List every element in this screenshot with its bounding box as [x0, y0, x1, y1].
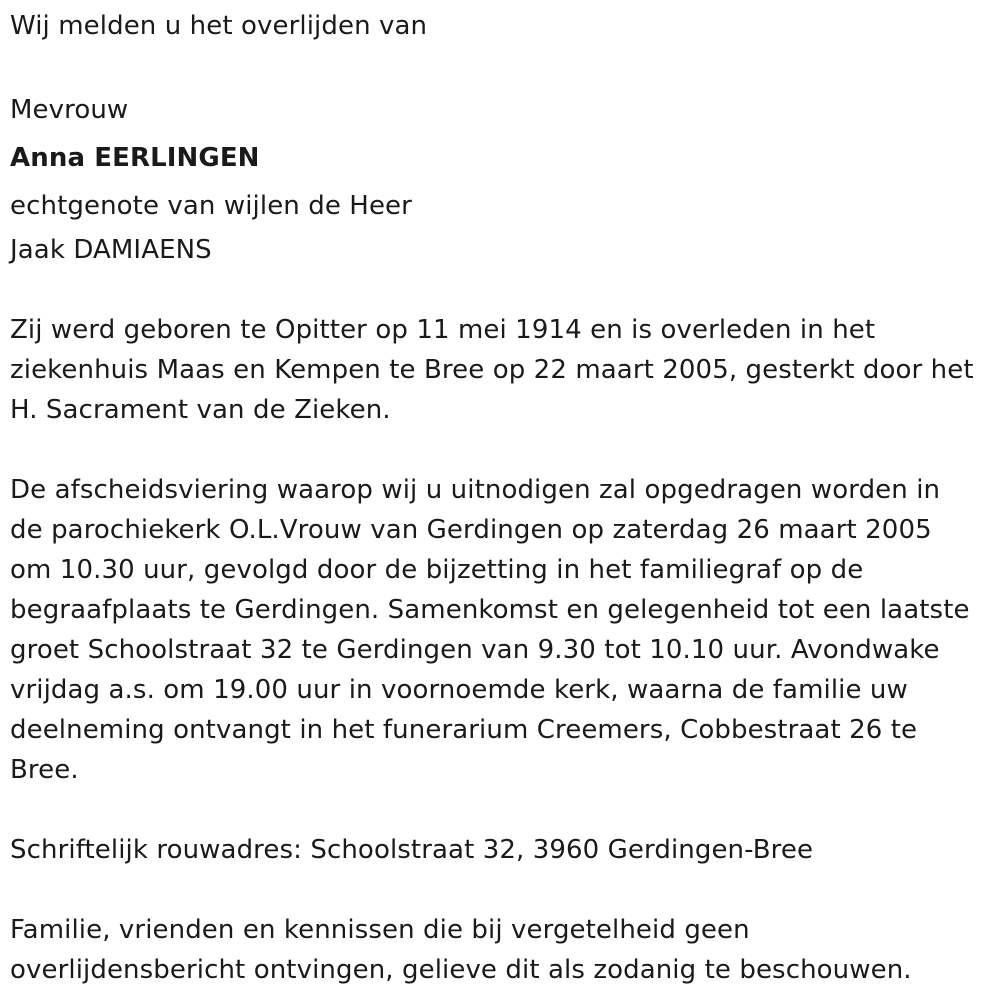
- birth-death-line: ziekenhuis Maas en Kempen te Bree op 22 maart 2005, gesterkt door het: [10, 355, 974, 385]
- ceremony-line: deelneming ontvangt in het funerarium Creemers, Cobbestraat 26 te: [10, 715, 918, 745]
- salutation: Mevrouw: [10, 95, 129, 125]
- mourning-address: Schriftelijk rouwadres: Schoolstraat 32, 3960 Gerdingen-Bree: [10, 835, 814, 865]
- birth-death-line: H. Sacrament van de Zieken.: [10, 395, 391, 425]
- intro-text: Wij melden u het overlijden van: [10, 11, 428, 41]
- ceremony-line: de parochiekerk O.L.Vrouw van Gerdingen op zaterdag 26 maart 2005: [10, 515, 932, 545]
- spacer: [10, 46, 995, 86]
- ceremony-line: De afscheidsviering waarop wij u uitnodigen zal opgedragen worden in: [10, 475, 941, 505]
- spacer: [10, 270, 995, 310]
- death-notice: [10, 6, 995, 990]
- ceremony-line: Bree.: [10, 755, 79, 785]
- closing-line: Familie, vrienden en kennissen die bij vergetelheid geen: [10, 915, 750, 945]
- spouse-line-2: Jaak DAMIAENS: [10, 235, 212, 265]
- closing-line: overlijdensbericht ontvingen, gelieve dit als zodanig te beschouwen.: [10, 955, 912, 985]
- ceremony-line: groet Schoolstraat 32 te Gerdingen van 9.30 tot 10.10 uur. Avondwake: [10, 635, 940, 665]
- deceased-name: Anna EERLINGEN: [10, 143, 260, 173]
- spacer: [10, 790, 995, 830]
- ceremony-line: vrijdag a.s. om 19.00 uur in voornoemde kerk, waarna de familie uw: [10, 675, 908, 705]
- spacer: [10, 430, 995, 470]
- spacer: [10, 870, 995, 910]
- ceremony-line: begraafplaats te Gerdingen. Samenkomst en gelegenheid tot een laatste: [10, 595, 970, 625]
- spouse-line-1: echtgenote van wijlen de Heer: [10, 191, 412, 221]
- ceremony-line: om 10.30 uur, gevolgd door de bijzetting in het familiegraf op de: [10, 555, 864, 585]
- birth-death-line: Zij werd geboren te Opitter op 11 mei 1914 en is overleden in het: [10, 315, 876, 345]
